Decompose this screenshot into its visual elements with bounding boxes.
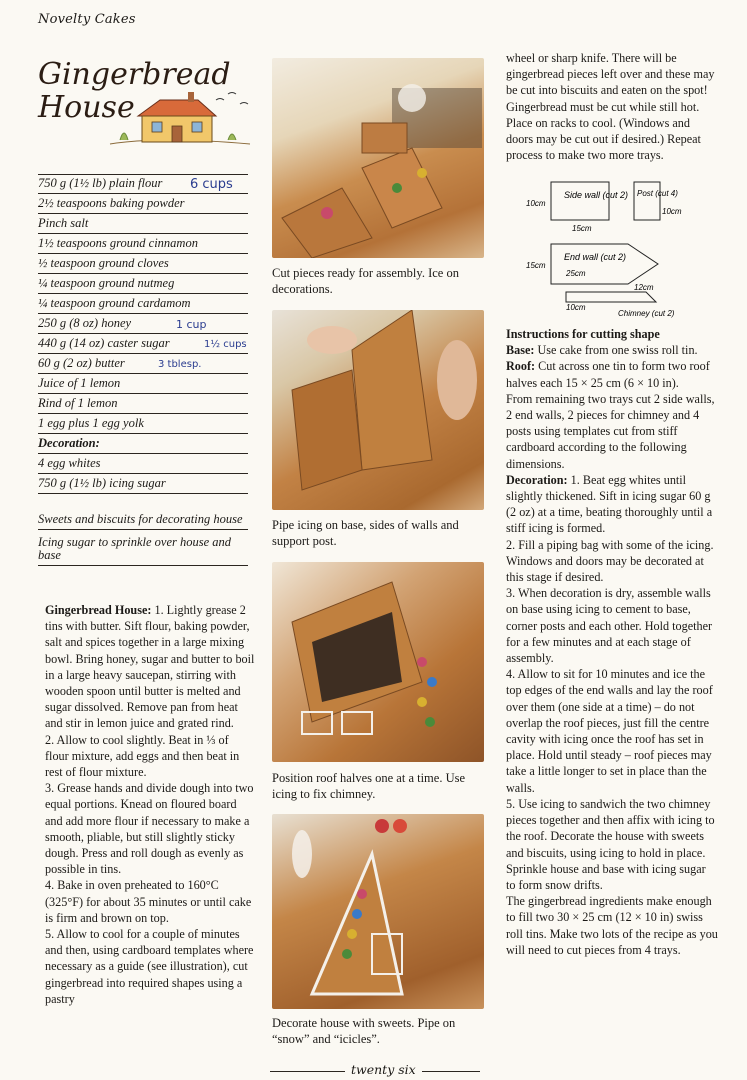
decoration-step: 5. Use icing to sandwich the two chimney pieces together and then affix with icing to the roof. Decorate the house with sweets and biscuits, using icing to hold in place. Sprinkle house and base with icing sugar to form snow drifts. [506,796,715,892]
ingredient-text: 250 g (8 oz) honey [38,316,132,330]
ingredient-row [38,530,248,566]
dimension-label: 15cm [526,261,546,270]
caption-1: Cut pieces ready for assembly. Ice on decorations. [272,266,459,296]
ingredient-text: 4 egg whites [38,456,101,470]
photo-cut-pieces [272,58,484,258]
section-title: Novelty Cakes [38,12,136,27]
roof-label: Roof: [506,359,536,374]
ingredient-row [38,394,248,414]
method-step [45,602,255,732]
dimension-label: 10cm [566,303,586,312]
ingredient-text: 2½ teaspoons baking powder [38,196,185,210]
ingredient-text: Rind of 1 lemon [38,396,118,410]
dimension-label: 15cm [572,224,592,233]
ingredient-row [38,454,248,474]
ingredient-row [38,314,248,334]
ingredient-row [38,354,248,374]
closing-note: The gingerbread ingredients make enough to fill two 30 × 25 cm (12 × 10 in) swiss roll tins. Make two lots of the recipe as you will need to cut pieces from 4 trays. [506,894,718,957]
decoration-step: 3. When decoration is dry, assemble walls on base using icing to cement to base, corner posts and each other. Hold together for a few minutes and at each stage of assembly. [506,586,713,666]
ingredient-row [38,474,248,494]
method-continued: wheel or sharp knife. There will be gingerbread pieces left over and these may be cut into biscuits and eaten on the spot! Gingerbread must be cut while still hot. Place on racks to cool. (Windows and doors may be cut out if desired.) Repeat process to make two more trays. [506,51,715,163]
ingredient-row [38,374,248,394]
handwritten-note: 1½ cups [204,339,247,350]
dimension-label: 10cm [662,207,682,216]
base-label: Base: [506,343,535,358]
ingredient-row [38,274,248,294]
dimension-label: 10cm [526,199,546,208]
decoration-step: 4. Allow to sit for 10 minutes and ice the top edges of the end walls and lay the roof over them (one side at a time) – do not overlap the roof pieces, just fill the centre cavity with icing once the roof has set in place. Hold until steady – roof pieces may take a little longer to set in place than the walls. [506,667,713,795]
side-wall-label: Side wall (cut 2) [564,190,629,200]
ingredient-row [38,494,248,530]
ingredient-text: 1½ teaspoons ground cinnamon [38,236,198,250]
page-number: twenty six [345,1062,422,1077]
ingredient-text: ¼ teaspoon ground cardamom [38,296,191,310]
ingredient-text: Icing sugar to sprinkle over house and base [38,535,232,562]
dimension-label: 25cm [566,269,586,278]
ingredient-text: Juice of 1 lemon [38,376,121,390]
wall-assembly-image [272,310,484,510]
base-text: Use cake from one swiss roll tin. [537,343,698,358]
ingredient-row [38,434,248,454]
ingredients-list [38,174,248,566]
ingredient-row [38,174,248,194]
photo-decorate-house [272,814,484,1009]
gingerbread-pieces-image [272,58,484,258]
ingredient-text: 60 g (2 oz) butter [38,356,125,370]
template-diagram [506,180,718,320]
decoration-label: Decoration: [506,472,568,487]
method-step-text: 1. Lightly grease 2 tins with butter. Sift flour, baking powder, salt and spices together in a large mixing bowl. Bring honey, sugar and butter to boil in a large heavy saucepan, stirring with wooden spoon until butter is melted and sugar dissolved. Remove pan from heat and stir in lemon juice and grated rind. [45,603,255,731]
decorated-house-image [272,814,484,1009]
photo-pipe-icing [272,310,484,510]
ingredient-row [38,194,248,214]
handwritten-note: 3 tblesp. [158,359,202,370]
ingredient-row [38,214,248,234]
ingredient-text: ¼ teaspoon ground nutmeg [38,276,175,290]
post-label: Post (cut 4) [637,189,678,198]
cutting-remaining: From remaining two trays cut 2 side walls, 2 end walls, 2 pieces for chimney and 4 posts using templates cut from stiff cardboard according to the following dimensions. [506,391,715,471]
cottage-illustration [100,86,260,156]
method-step: 2. Allow to cool slightly. Beat in ⅓ of flour mixture, add eggs and then beat in rest of flour mixture. [45,732,240,780]
recipe-title: Gingerbread House [38,57,231,125]
cutting-instructions [506,326,718,958]
cutting-heading: Instructions for cutting shape [506,327,660,341]
method-step: 5. Allow to cool for a couple of minutes and then, using cardboard templates where necessary as a guide (see illustration), cut gingerbread into required shapes using a pastry [45,927,254,1006]
ingredient-text: Sweets and biscuits for decorating house [38,512,243,526]
method-step: 3. Grease hands and divide dough into two equal portions. Knead on floured board and add more flour if necessary to make a smooth, pliable, but still slightly sticky dough. Press and roll dough as evenly as possible in tins. [45,781,254,877]
ingredient-text: 1 egg plus 1 egg yolk [38,416,144,430]
method-left-column [45,602,255,1007]
caption-3: Position roof halves one at a time. Use icing to fix chimney. [272,771,466,801]
ingredient-text: 750 g (1½ lb) plain flour [38,176,163,190]
roof-text: Cut across one tin to form two roof halves each 15 × 25 cm (6 × 10 in). [506,359,710,390]
caption-4: Decorate house with sweets. Pipe on “snow” and “icicles”. [272,1016,456,1046]
ingredient-row [38,254,248,274]
chimney-label: Chimney (cut 2) [618,309,675,318]
decoration-step-text: 1. Beat egg whites until slightly thickened. Sift in icing sugar 60 g (2 oz) at a time, beating thoroughly until a stiff icing is formed. [506,472,713,536]
ingredient-row [38,414,248,434]
ingredient-row [38,294,248,314]
ingredient-text: 440 g (14 oz) caster sugar [38,336,170,350]
decoration-subheading: Decoration: [38,436,100,450]
ingredient-row [38,234,248,254]
method-right-column [506,50,718,163]
method-heading: Gingerbread House: [45,603,152,617]
ingredient-text: 750 g (1½ lb) icing sugar [38,476,166,490]
ingredient-text: Pinch salt [38,216,89,230]
caption-2: Pipe icing on base, sides of walls and support post. [272,518,459,548]
cutting-roof [506,358,718,390]
handwritten-note: 6 cups [190,177,233,192]
handwritten-note: 1 cup [176,318,207,331]
ingredient-row [38,334,248,354]
roof-assembly-image [272,562,484,762]
ingredient-text: ½ teaspoon ground cloves [38,256,169,270]
dimension-label: 12cm [634,283,654,292]
end-wall-label: End wall (cut 2) [564,252,627,262]
decoration-step [506,472,718,537]
method-step: 4. Bake in oven preheated to 160°C (325°F) for about 35 minutes or until cake is firm and brown on top. [45,878,252,925]
cutting-base [506,342,718,358]
decoration-step: 2. Fill a piping bag with some of the icing. Windows and doors may be decorated at this stage if desired. [506,537,714,585]
photo-position-roof [272,562,484,762]
